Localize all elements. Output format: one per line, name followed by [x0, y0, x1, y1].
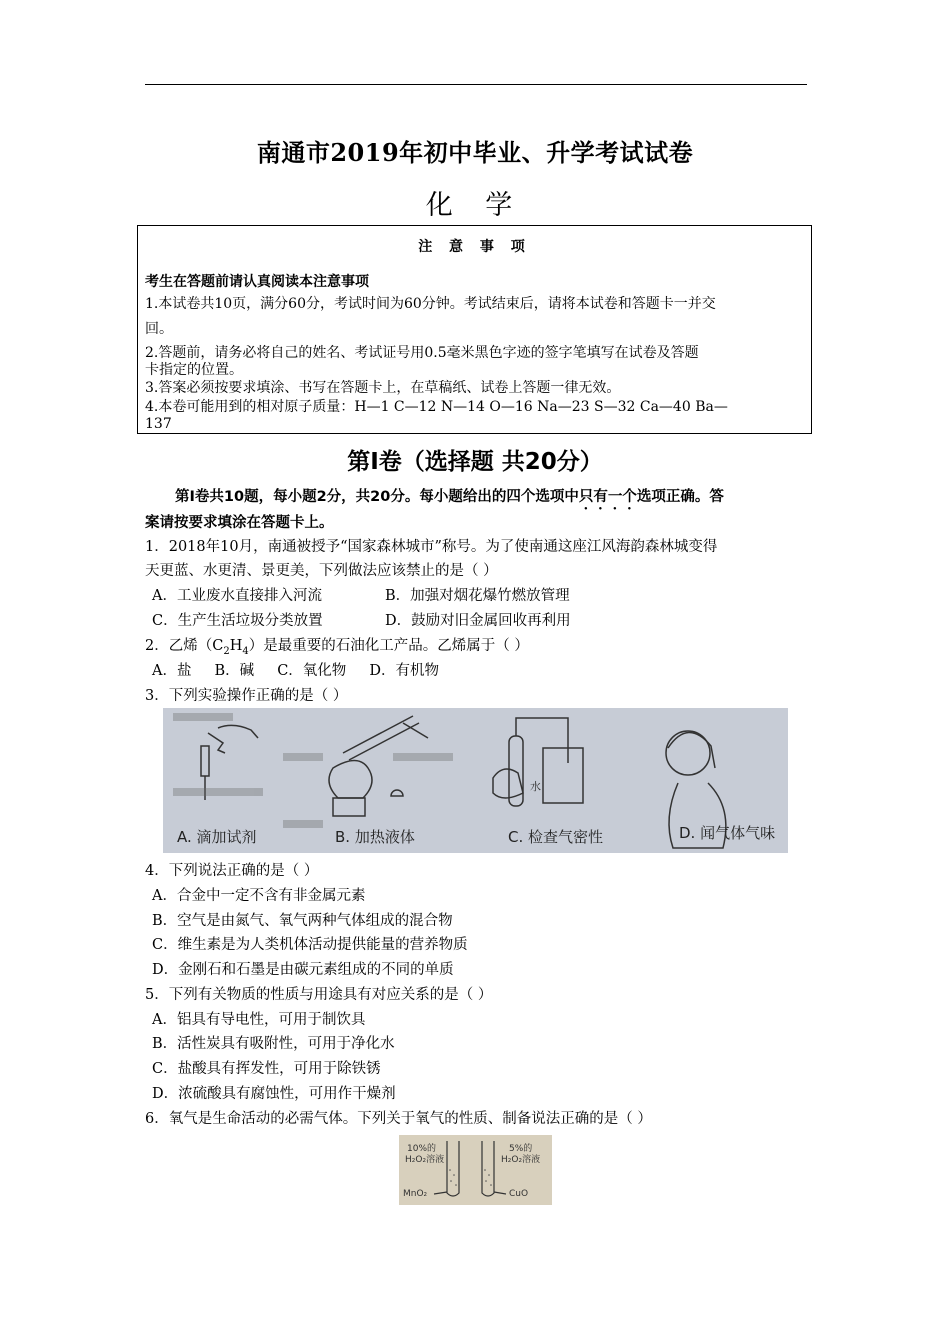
notice-item-4b: 137 — [145, 416, 172, 432]
q5-option-d: D．浓硫酸具有腐蚀性，可用作干燥剂 — [152, 1086, 396, 1102]
instruction-emphasis: 只有一个 — [578, 489, 637, 505]
notice-box — [137, 225, 812, 434]
q2-subscript-1: 2 — [223, 645, 230, 657]
hand-a-icon — [218, 725, 258, 738]
notice-item-2a: 2.答题前，请务必将自己的姓名、考试证号用0.5毫米黑色字迹的签字笔填写在试卷及答题 — [145, 345, 699, 361]
test-tube-right-icon — [482, 1141, 494, 1196]
notice-item-4a: 4.本卷可能用到的相对原子质量：H—1 C—12 N—14 O—16 Na—23 S—32 Ca—40 Ba— — [145, 399, 728, 415]
q1-option-b: B．加强对烟花爆竹燃放管理 — [385, 588, 570, 604]
subject-title: 化 学 — [425, 190, 525, 221]
q1-option-d: D．鼓励对旧金属回收再利用 — [385, 613, 571, 629]
section-instruction-2: 案请按要求填涂在答题卡上。 — [145, 515, 334, 531]
q6-right-mid: H₂O₂溶液 — [501, 1155, 541, 1165]
q1-option-a: A．工业废水直接排入河流 — [152, 588, 322, 604]
section-title: 第Ⅰ卷（选择题 共20分） — [347, 449, 603, 475]
header-rule — [145, 84, 807, 85]
burner-icon — [329, 761, 372, 799]
q4-option-a: A．合金中一定不含有非金属元素 — [152, 888, 366, 904]
q6-left-mid: H₂O₂溶液 — [405, 1155, 445, 1165]
q2-text-post: ）是最重要的石油化工产品。乙烯属于（ ） — [248, 638, 529, 654]
q6-right-bottom: CuO — [509, 1189, 529, 1199]
notice-heading: 注 意 事 项 — [418, 239, 531, 255]
question-4: 4．下列说法正确的是（ ） — [145, 863, 319, 879]
notice-item-1a: 1.本试卷共10页，满分60分，考试时间为60分钟。考试结束后，请将本试卷和答题卡一并交 — [145, 296, 716, 312]
exam-title: 南通市2019年初中毕业、升学考试试卷 — [256, 138, 694, 167]
q3-caption-d: D. 闻气体气味 — [679, 824, 776, 842]
bleed-through-text — [173, 713, 453, 828]
q1-option-c: C．生产生活垃圾分类放置 — [152, 613, 323, 629]
question-6: 6．氧气是生命活动的必需气体。下列关于氧气的性质、制备说法正确的是（ ） — [145, 1111, 652, 1127]
q4-option-b: B．空气是由氮气、氧气两种气体组成的混合物 — [152, 913, 453, 929]
question-3: 3．下列实验操作正确的是（ ） — [145, 688, 348, 704]
q3-figure — [163, 708, 788, 853]
notice-item-1b: 回。 — [145, 321, 173, 337]
q2-text-mid: H — [229, 638, 243, 654]
notice-item-3: 3.答案必须按要求填涂、书写在答题卡上，在草稿纸、试卷上答题一律无效。 — [145, 380, 621, 396]
q6-left-top: 10%的 — [407, 1144, 437, 1154]
q5-option-c: C．盐酸具有挥发性，可用于除铁锈 — [152, 1061, 381, 1077]
q5-option-b: B．活性炭具有吸附性，可用于净化水 — [152, 1036, 395, 1052]
notice-item-2b: 卡指定的位置。 — [145, 362, 243, 378]
q6-figure — [399, 1135, 552, 1205]
question-5: 5．下列有关物质的性质与用途具有对应关系的是（ ） — [145, 987, 493, 1003]
instruction-post: 选项正确。答 — [636, 489, 724, 505]
q5-option-a: A．铝具有导电性，可用于制饮具 — [152, 1012, 366, 1028]
test-tube-left-icon — [447, 1141, 459, 1196]
instruction-pre: 第Ⅰ卷共10题，每小题2分，共20分。每小题给出的四个选项中 — [175, 489, 579, 505]
section-instruction-1 — [145, 484, 810, 513]
q4-option-d: D．金刚石和石墨是由碳元素组成的不同的单质 — [152, 962, 454, 978]
q2-options: A．盐 B．碱 C．氧化物 D．有机物 — [152, 663, 439, 679]
q6-left-bottom: MnO₂ — [403, 1189, 428, 1199]
question-1-line-1: 1．2018年10月，南通被授予“国家森林城市”称号。为了使南通这座江风海韵森林城变得 — [145, 539, 718, 555]
notice-subheading: 考生在答题前请认真阅读本注意事项 — [145, 274, 369, 290]
q3-caption-a: A. 滴加试剂 — [177, 828, 257, 846]
q3-caption-b: B. 加热液体 — [335, 828, 415, 846]
question-1-line-2: 天更蓝、水更清、景更美，下列做法应该禁止的是（ ） — [145, 563, 498, 579]
q3-caption-c: C. 检查气密性 — [508, 828, 604, 846]
q3-water-label: 水 — [530, 780, 541, 793]
q2-subscript-2: 4 — [242, 645, 249, 657]
q6-right-top: 5%的 — [509, 1144, 533, 1154]
q4-option-c: C．维生素是为人类机体活动提供能量的营养物质 — [152, 937, 468, 953]
q2-text-pre: 2．乙烯（C — [145, 638, 224, 654]
